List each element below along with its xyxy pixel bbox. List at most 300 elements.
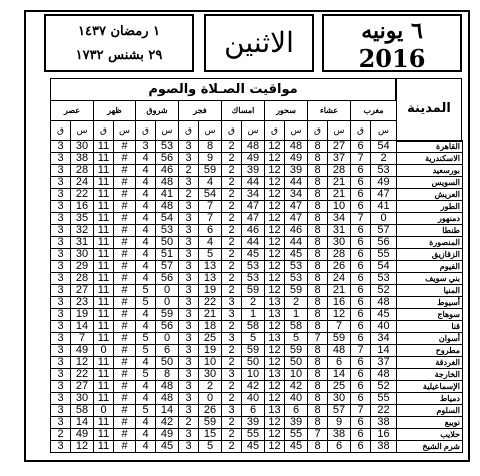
table-row <box>51 225 463 237</box>
time-cell: # <box>114 405 136 417</box>
time-cell: 3 <box>179 429 199 441</box>
time-cell: 11 <box>94 261 114 273</box>
time-cell: 12 <box>265 285 285 297</box>
time-cell: 14 <box>371 345 397 357</box>
time-cell: 3 <box>179 441 199 453</box>
city-name: السلوم <box>397 405 463 417</box>
time-cell: 28 <box>71 165 94 177</box>
city-column-header: المدينة <box>396 78 462 142</box>
time-cell: 40 <box>242 393 265 405</box>
time-cell: 8 <box>308 381 328 393</box>
table-row <box>51 345 463 357</box>
time-cell: 3 <box>179 321 199 333</box>
city-name: الفيوم <box>397 261 463 273</box>
time-cell: 2 <box>222 417 242 429</box>
time-cell: 3 <box>179 261 199 273</box>
time-cell: 4 <box>136 237 156 249</box>
time-cell: 40 <box>285 393 308 405</box>
time-cell: 1 <box>242 309 265 321</box>
time-cell: 12 <box>265 273 285 285</box>
time-cell: 44 <box>242 177 265 189</box>
time-cell: 3 <box>51 213 71 225</box>
time-cell: 11 <box>94 285 114 297</box>
time-cell: 11 <box>94 165 114 177</box>
time-cell: 4 <box>136 261 156 273</box>
city-name: الإسماعيلية <box>397 381 463 393</box>
unit-header-row <box>51 121 463 141</box>
time-cell: 49 <box>285 153 308 165</box>
time-cell: 0 <box>156 333 179 345</box>
time-cell: 2 <box>222 381 242 393</box>
time-cell: 11 <box>94 321 114 333</box>
time-cell: # <box>114 285 136 297</box>
time-cell: 2 <box>285 297 308 309</box>
time-cell: 7 <box>199 213 222 225</box>
time-cell: 59 <box>199 165 222 177</box>
time-cell: 47 <box>285 201 308 213</box>
time-cell: # <box>114 381 136 393</box>
time-cell: 6 <box>351 309 371 321</box>
time-cell: 4 <box>136 321 156 333</box>
time-cell: 4 <box>136 393 156 405</box>
time-cell: 2 <box>222 261 242 273</box>
time-cell: 12 <box>71 357 94 369</box>
minute-header: س <box>199 121 222 141</box>
time-cell: 2 <box>222 249 242 261</box>
time-cell: 42 <box>156 417 179 429</box>
time-cell: 16 <box>71 201 94 213</box>
time-cell: 48 <box>156 393 179 405</box>
time-cell: 14 <box>71 417 94 429</box>
time-cell: 12 <box>265 381 285 393</box>
time-cell: 7 <box>308 429 328 441</box>
hour-header: ق <box>136 121 156 141</box>
time-cell: 12 <box>265 417 285 429</box>
prayer-header: فجر <box>179 101 222 121</box>
time-cell: # <box>114 357 136 369</box>
city-name: حلايب <box>397 429 463 441</box>
time-cell: 49 <box>71 345 94 357</box>
time-cell: 56 <box>156 321 179 333</box>
time-cell: # <box>114 201 136 213</box>
time-cell: 47 <box>371 189 397 201</box>
time-cell: 8 <box>308 261 328 273</box>
time-cell: 16 <box>328 297 351 309</box>
time-cell: 6 <box>351 357 371 369</box>
time-cell: 11 <box>94 369 114 381</box>
time-cell: # <box>114 141 136 153</box>
time-cell: 50 <box>285 357 308 369</box>
table-row <box>51 417 463 429</box>
time-cell: 12 <box>265 165 285 177</box>
time-cell: 46 <box>285 225 308 237</box>
time-cell: # <box>114 369 136 381</box>
table-row <box>51 309 463 321</box>
time-cell: 13 <box>199 261 222 273</box>
table-row <box>51 333 463 345</box>
time-cell: 11 <box>94 297 114 309</box>
time-cell: 5 <box>199 441 222 453</box>
time-cell: 6 <box>351 249 371 261</box>
time-cell: 6 <box>351 237 371 249</box>
time-cell: 41 <box>156 189 179 201</box>
time-cell: 59 <box>328 333 351 345</box>
time-cell: 6 <box>351 285 371 297</box>
table-row <box>51 357 463 369</box>
time-cell: 47 <box>242 213 265 225</box>
time-cell: 2 <box>222 165 242 177</box>
table-row <box>51 381 463 393</box>
prayer-header: شروق <box>136 101 179 121</box>
time-cell: 2 <box>222 285 242 297</box>
time-cell: 30 <box>199 369 222 381</box>
time-cell: 4 <box>136 309 156 321</box>
hour-header: ق <box>308 121 328 141</box>
city-name: بورسعيد <box>397 165 463 177</box>
time-cell: 19 <box>199 345 222 357</box>
time-cell: 3 <box>179 297 199 309</box>
time-cell: 45 <box>285 441 308 453</box>
time-cell: # <box>114 213 136 225</box>
time-cell: # <box>114 441 136 453</box>
time-cell: 8 <box>308 405 328 417</box>
time-cell: 3 <box>179 225 199 237</box>
time-cell: 4 <box>136 357 156 369</box>
hijri-date-box <box>44 14 194 72</box>
time-cell: 3 <box>51 417 71 429</box>
time-cell: 11 <box>94 417 114 429</box>
time-cell: 4 <box>136 441 156 453</box>
time-cell: 3 <box>51 441 71 453</box>
time-cell: 3 <box>51 201 71 213</box>
time-cell: 12 <box>265 189 285 201</box>
time-cell: 3 <box>51 345 71 357</box>
city-name: العريش <box>397 189 463 201</box>
time-cell: 11 <box>94 225 114 237</box>
time-cell: 26 <box>328 261 351 273</box>
time-cell: 4 <box>136 213 156 225</box>
time-cell: 0 <box>199 393 222 405</box>
minute-header: س <box>114 121 136 141</box>
prayer-header: عشاء <box>308 101 351 121</box>
time-cell: 38 <box>371 417 397 429</box>
time-cell: 14 <box>71 321 94 333</box>
time-cell: 8 <box>308 285 328 297</box>
time-cell: 13 <box>265 297 285 309</box>
time-cell: 10 <box>328 201 351 213</box>
time-cell: 42 <box>285 381 308 393</box>
time-cell: 2 <box>222 321 242 333</box>
time-cell: 6 <box>351 201 371 213</box>
city-name: أسيوط <box>397 297 463 309</box>
hour-header: ق <box>265 121 285 141</box>
time-cell: 2 <box>222 189 242 201</box>
time-cell: 8 <box>308 141 328 153</box>
time-cell: 3 <box>51 273 71 285</box>
time-cell: 8 <box>308 249 328 261</box>
table-row <box>51 213 463 225</box>
time-cell: 11 <box>94 201 114 213</box>
time-cell: 50 <box>156 357 179 369</box>
time-cell: 12 <box>265 357 285 369</box>
time-cell: 10 <box>242 369 265 381</box>
time-cell: 59 <box>285 345 308 357</box>
time-cell: 2 <box>222 153 242 165</box>
time-cell: 3 <box>179 309 199 321</box>
time-cell: # <box>114 417 136 429</box>
time-cell: 44 <box>285 177 308 189</box>
time-cell: 30 <box>71 393 94 405</box>
time-cell: 52 <box>371 285 397 297</box>
time-cell: 27 <box>71 285 94 297</box>
time-cell: 8 <box>199 141 222 153</box>
time-cell: 11 <box>94 189 114 201</box>
time-cell: 45 <box>242 441 265 453</box>
time-cell: 2 <box>222 429 242 441</box>
time-cell: 42 <box>242 381 265 393</box>
time-cell: 2 <box>179 417 199 429</box>
table-row <box>51 393 463 405</box>
time-cell: 6 <box>351 297 371 309</box>
time-cell: 59 <box>242 285 265 297</box>
time-cell: 4 <box>136 165 156 177</box>
city-name: المنصورة <box>397 237 463 249</box>
time-cell: 56 <box>371 237 397 249</box>
time-cell: 3 <box>222 405 242 417</box>
prayer-header-row <box>51 101 463 121</box>
gregorian-year: 2016 <box>358 44 426 73</box>
time-cell: 48 <box>328 345 351 357</box>
prayer-header: ظهر <box>94 101 136 121</box>
time-cell: 3 <box>51 261 71 273</box>
time-cell: 12 <box>328 309 351 321</box>
time-cell: 2 <box>222 357 242 369</box>
time-cell: # <box>114 153 136 165</box>
time-cell: 11 <box>94 429 114 441</box>
time-cell: 54 <box>371 141 397 153</box>
time-cell: # <box>114 237 136 249</box>
city-name: الاسكندرية <box>397 153 463 165</box>
time-cell: 4 <box>136 189 156 201</box>
time-cell: 8 <box>308 165 328 177</box>
time-cell: 4 <box>199 237 222 249</box>
city-name: القاهرة <box>397 141 463 153</box>
time-cell: 3 <box>51 369 71 381</box>
time-cell: 3 <box>179 393 199 405</box>
time-cell: 4 <box>136 225 156 237</box>
time-cell: 3 <box>51 237 71 249</box>
time-cell: 12 <box>265 201 285 213</box>
time-cell: 30 <box>328 393 351 405</box>
time-cell: 48 <box>156 381 179 393</box>
time-cell: 28 <box>328 165 351 177</box>
time-cell: 53 <box>242 273 265 285</box>
time-cell: 5 <box>136 405 156 417</box>
time-cell: # <box>114 261 136 273</box>
time-cell: 59 <box>199 417 222 429</box>
time-cell: 7 <box>328 321 351 333</box>
time-cell: 3 <box>51 381 71 393</box>
time-cell: 3 <box>179 237 199 249</box>
time-cell: 8 <box>308 273 328 285</box>
time-cell: 6 <box>351 177 371 189</box>
time-cell: 39 <box>285 165 308 177</box>
time-cell: 8 <box>308 201 328 213</box>
time-cell: 6 <box>351 189 371 201</box>
time-cell: 2 <box>179 189 199 201</box>
time-cell: 8 <box>308 213 328 225</box>
time-cell: 7 <box>308 333 328 345</box>
time-cell: 2 <box>222 225 242 237</box>
time-cell: 6 <box>328 441 351 453</box>
time-cell: 3 <box>51 333 71 345</box>
time-cell: 11 <box>94 177 114 189</box>
time-cell: 53 <box>371 273 397 285</box>
table-row <box>51 429 463 441</box>
time-cell: 3 <box>179 357 199 369</box>
time-cell: 31 <box>71 237 94 249</box>
time-cell: # <box>114 429 136 441</box>
time-cell: 53 <box>156 141 179 153</box>
city-name: الخارجة <box>397 369 463 381</box>
time-cell: 3 <box>179 153 199 165</box>
time-cell: 37 <box>328 153 351 165</box>
time-cell: # <box>114 309 136 321</box>
time-cell: 49 <box>371 177 397 189</box>
time-cell: 5 <box>242 333 265 345</box>
time-cell: 12 <box>265 141 285 153</box>
time-cell: 3 <box>179 381 199 393</box>
time-cell: 8 <box>308 417 328 429</box>
time-cell: 4 <box>136 249 156 261</box>
city-name: شرم الشيخ <box>397 441 463 453</box>
time-cell: 54 <box>156 213 179 225</box>
minute-header: س <box>71 121 94 141</box>
time-cell: 11 <box>94 141 114 153</box>
time-cell: 7 <box>351 345 371 357</box>
time-cell: 53 <box>285 273 308 285</box>
time-cell: 3 <box>136 141 156 153</box>
time-cell: 57 <box>371 225 397 237</box>
time-cell: 24 <box>328 273 351 285</box>
time-cell: 11 <box>94 249 114 261</box>
minute-header: س <box>285 121 308 141</box>
time-cell: 3 <box>179 141 199 153</box>
time-cell: # <box>114 345 136 357</box>
time-cell: 46 <box>156 165 179 177</box>
time-cell: 5 <box>136 369 156 381</box>
time-cell: 11 <box>94 273 114 285</box>
time-cell: 8 <box>308 225 328 237</box>
time-cell: 11 <box>94 333 114 345</box>
time-cell: 51 <box>156 249 179 261</box>
time-cell: 38 <box>371 441 397 453</box>
time-cell: 48 <box>156 177 179 189</box>
time-cell: 12 <box>265 225 285 237</box>
time-cell: 55 <box>371 393 397 405</box>
time-cell: 8 <box>308 297 328 309</box>
time-cell: 3 <box>222 297 242 309</box>
time-cell: 14 <box>156 405 179 417</box>
table-row <box>51 273 463 285</box>
time-cell: 4 <box>136 201 156 213</box>
time-cell: 6 <box>351 141 371 153</box>
time-cell: # <box>114 297 136 309</box>
time-cell: # <box>114 393 136 405</box>
time-cell: 22 <box>199 297 222 309</box>
minute-header: س <box>328 121 351 141</box>
time-cell: 56 <box>156 273 179 285</box>
time-cell: 7 <box>71 333 94 345</box>
time-cell: 6 <box>351 417 371 429</box>
hour-header: ق <box>222 121 242 141</box>
time-cell: 30 <box>71 249 94 261</box>
time-cell: 58 <box>285 321 308 333</box>
time-cell: 24 <box>71 177 94 189</box>
time-cell: 8 <box>156 369 179 381</box>
time-cell: 11 <box>94 153 114 165</box>
time-cell: 39 <box>285 417 308 429</box>
time-cell: 13 <box>199 273 222 285</box>
time-cell: 1 <box>285 309 308 321</box>
time-cell: 3 <box>222 309 242 321</box>
table-row <box>51 237 463 249</box>
time-cell: 28 <box>71 273 94 285</box>
time-cell: 0 <box>94 405 114 417</box>
time-cell: 46 <box>242 225 265 237</box>
time-cell: 7 <box>351 405 371 417</box>
city-name: الغردقة <box>397 357 463 369</box>
city-name: الزقازيق <box>397 249 463 261</box>
time-cell: 11 <box>94 441 114 453</box>
time-cell: 11 <box>94 357 114 369</box>
time-cell: 59 <box>285 285 308 297</box>
time-cell: 54 <box>199 189 222 201</box>
time-cell: 6 <box>351 441 371 453</box>
prayer-header: عصر <box>51 101 94 121</box>
time-cell: 22 <box>71 189 94 201</box>
hijri-date: ١ رمضان ١٤٣٧ <box>78 24 160 39</box>
time-cell: 5 <box>285 333 308 345</box>
time-cell: 45 <box>242 249 265 261</box>
time-cell: 8 <box>308 153 328 165</box>
time-cell: 5 <box>136 333 156 345</box>
time-cell: 49 <box>71 429 94 441</box>
time-cell: 2 <box>222 201 242 213</box>
time-cell: 0 <box>371 213 397 225</box>
time-cell: 19 <box>71 309 94 321</box>
time-cell: # <box>114 225 136 237</box>
time-cell: 3 <box>51 321 71 333</box>
time-cell: 8 <box>308 369 328 381</box>
time-cell: 34 <box>328 213 351 225</box>
time-cell: 12 <box>265 249 285 261</box>
time-cell: 4 <box>136 273 156 285</box>
time-cell: 21 <box>328 285 351 297</box>
time-cell: 45 <box>285 249 308 261</box>
time-cell: 15 <box>199 429 222 441</box>
hour-header: ق <box>51 121 71 141</box>
time-cell: 39 <box>242 165 265 177</box>
time-cell: 6 <box>351 369 371 381</box>
time-cell: 19 <box>199 285 222 297</box>
time-cell: 4 <box>136 381 156 393</box>
time-cell: 2 <box>222 177 242 189</box>
time-cell: 3 <box>179 213 199 225</box>
time-cell: 8 <box>308 441 328 453</box>
time-cell: 8 <box>308 237 328 249</box>
city-name: قنا <box>397 321 463 333</box>
